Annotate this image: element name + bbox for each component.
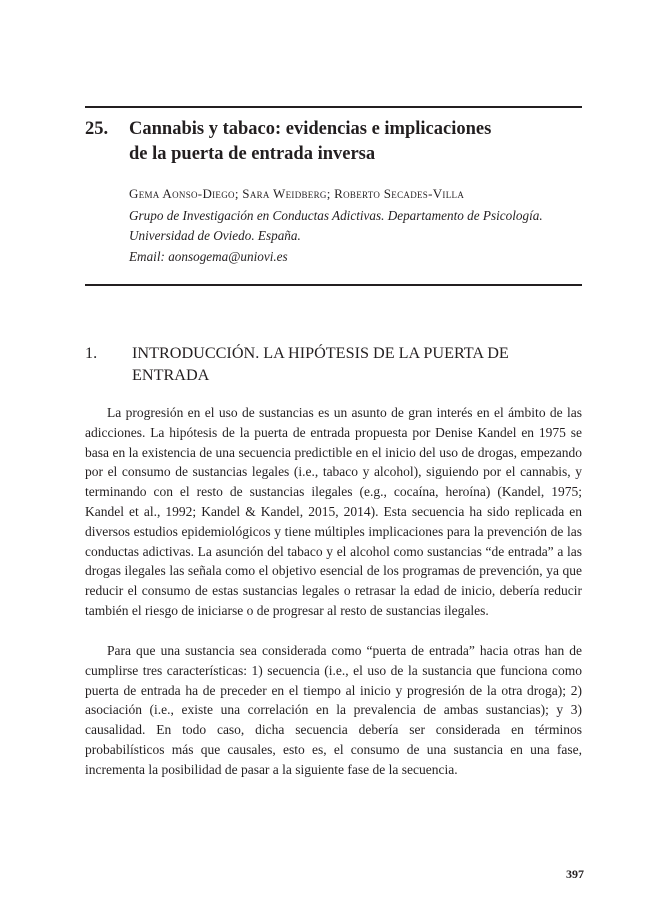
bottom-rule [85, 284, 582, 286]
section-heading [85, 342, 582, 386]
top-rule [85, 106, 582, 108]
paragraph-1: La progresión en el uso de sustancias es un asunto de gran interés en el ámbito de las adicciones. La hipótesis de la puerta de entrada propuesta por Denise Kandel en 1975 se basa en la existencia de una secuencia predictible en el inicio del uso de drogas, empezando por el consumo de sustancias legales (i.e., tabaco y alcohol), siguiendo por el cannabis, y terminando con el resto de sustancias ilegales (e.g., cocaína, heroína) (Kandel, 1975; Kandel et al., 1992; Kandel & Kandel, 2015, 2014). Esta secuencia ha sido replicada en diversos estudios epidemiológicos y tiene múltiples implicaciones para la prevención de las conductas adictivas. La asunción del tabaco y el alcohol como sustancias “de entrada” a las drogas ilegales las señala como el objetivo esencial de los programas de prevención, ya que reducir el consumo de estas sustancias legales o retrasar la edad de inicio, debería reducir también el riesgo de iniciarse o de progresar al resto de sustancias ilegales. [85, 405, 582, 618]
affiliation: Grupo de Investigación en Conductas Adictivas. Departamento de Psicología. Universidad de Oviedo. España. [129, 208, 543, 243]
section-number: 1. [85, 344, 98, 362]
chapter-title-line-1: Cannabis y tabaco: evidencias e implicaciones [129, 119, 492, 139]
page-number: 397 [566, 867, 584, 881]
chapter-title [85, 117, 582, 167]
section-title: INTRODUCCIÓN. LA HIPÓTESIS DE LA PUERTA DE ENTRADA [132, 344, 509, 384]
email: Email: aonsogema@uniovi.es [129, 249, 288, 264]
chapter-title-line-2: de la puerta de entrada inversa [129, 144, 376, 164]
paragraph-2: Para que una sustancia sea considerada como “puerta de entrada” hacia otras han de cumplirse tres características: 1) secuencia (i.e., el uso de la sustancia que funciona como puerta de entrada ha de preceder en el tiempo al inicio y progresión de la otra droga); 2) asociación (i.e., existe una correlación en la prevalencia de ambas sustancias); y 3) causalidad. En todo caso, dicha secuencia debería ser considerada en términos probabilísticos más que causales, esto es, el consumo de una sustancia en una fase, incrementa la posibilidad de pasar a la siguiente fase de la secuencia. [85, 643, 582, 777]
authors: Gema Aonso-Diego; Sara Weidberg; Roberto Secades-Villa [129, 186, 465, 201]
chapter-number: 25. [85, 119, 109, 139]
